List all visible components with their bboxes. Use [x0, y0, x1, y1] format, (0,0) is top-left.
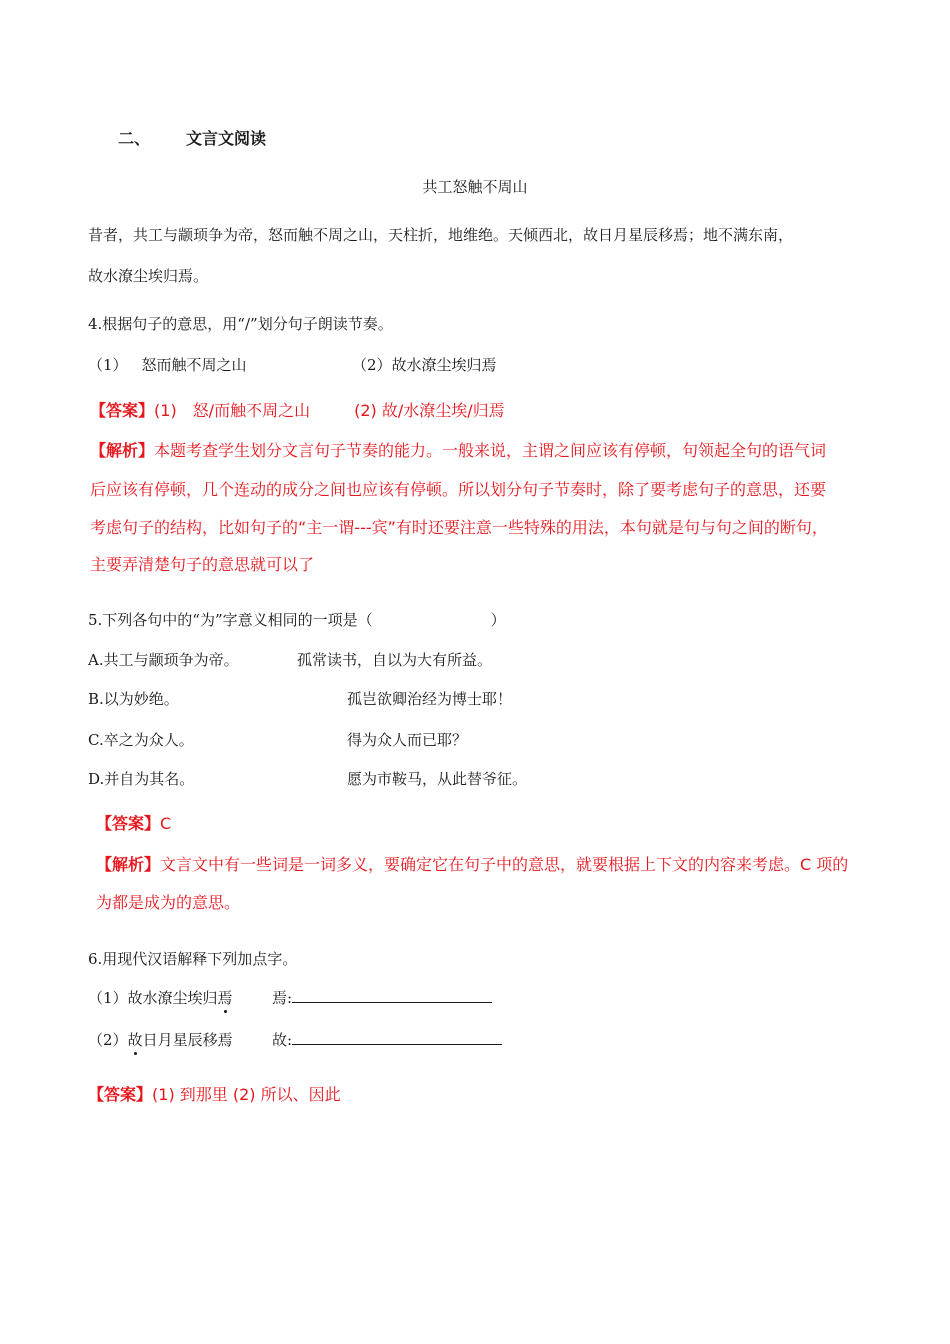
q6-item-1-label: 焉: [272, 989, 293, 1007]
q5-option-a-left: A.共工与颛顼争为帝。 [88, 651, 239, 669]
q6-answer-value: (1) 到那里 (2) 所以、因此 [152, 1085, 341, 1104]
q5-analysis-line-2: 为都是成为的意思。 [96, 893, 241, 912]
q4-answer-2: (2) 故/水潦尘埃/归焉 [354, 401, 505, 420]
q4-analysis-text-1: 本题考查学生划分文言句子节奏的能力。一般来说，主谓之间应该有停顿，句领起全句的语气词 [154, 441, 827, 460]
q6-item-1-dotted-char: 焉 [217, 989, 233, 1007]
q4-item-1-number: （1） [88, 356, 128, 374]
answer-tag: 【答案】 [90, 401, 155, 420]
analysis-tag: 【解析】 [90, 441, 155, 460]
q5-option-d-left: D.并自为其名。 [88, 770, 195, 788]
q6-item-2-blank[interactable] [292, 1030, 502, 1045]
passage-line-2: 故水潦尘埃归焉。 [88, 267, 209, 285]
q6-item-1 [88, 987, 233, 1008]
q5-option-c-left: C.卒之为众人。 [88, 731, 194, 749]
q4-answer-1: (1) 怒/而触不周之山 [154, 401, 311, 420]
q6-item-2-field[interactable] [272, 1029, 502, 1050]
analysis-tag: 【解析】 [96, 855, 161, 874]
q6-item-1-text: （1）故水潦尘埃归 [88, 989, 218, 1007]
q5-prompt-close: ） [490, 611, 506, 629]
q4-answer [90, 398, 505, 421]
q6-item-2 [88, 1029, 233, 1050]
section-number: 二、 [118, 129, 151, 148]
passage-line-1: 昔者，共工与颛顼争为帝，怒而触不周之山，天柱折，地维绝。天倾西北，故日月星辰移焉；地不满东南， [88, 226, 794, 244]
q5-prompt [88, 609, 506, 630]
q5-answer-value: C [160, 814, 172, 833]
q4-analysis-line-2: 后应该有停顿，几个连动的成分之间也应该有停顿。所以划分句子节奏时，除了要考虑句子的意思，还要 [90, 480, 827, 499]
q5-option-b-left: B.以为妙绝。 [88, 690, 179, 708]
q4-prompt: 4.根据句子的意思，用“/”划分句子朗读节奏。 [88, 315, 393, 333]
q6-item-2-dotted-char: 故 [127, 1031, 143, 1049]
q4-analysis-line-4: 主要弄清楚句子的意思就可以了 [90, 555, 315, 574]
q6-answer [88, 1082, 341, 1105]
q6-item-2-text: 日月星辰移焉 [142, 1031, 233, 1049]
section-title: 文言文阅读 [186, 129, 267, 148]
answer-tag: 【答案】 [96, 814, 161, 833]
q6-item-1-field[interactable] [272, 987, 492, 1008]
q6-item-1-blank[interactable] [292, 988, 492, 1003]
q5-option-a-right: 孤常读书，自以为大有所益。 [297, 651, 493, 669]
q5-option-c-right: 得为众人而已耶？ [347, 731, 468, 749]
q5-prompt-text: 5.下列各句中的“为”字意义相同的一项是（ [88, 611, 373, 629]
q5-analysis-line-1 [96, 852, 848, 875]
q4-analysis-line-3: 考虑句子的结构，比如句子的“主一谓---宾”有时还要注意一些特殊的用法，本句就是句与句之间的断句， [90, 518, 828, 537]
q5-analysis-text-1: 文言文中有一些词是一词多义，要确定它在句子中的意思，就要根据上下文的内容来考虑。C 项的 [160, 855, 849, 874]
q4-item-1 [88, 354, 247, 375]
q6-item-2-label: 故: [272, 1031, 293, 1049]
section-heading [118, 126, 266, 149]
q4-item-1-text: 怒而触不周之山 [141, 356, 247, 374]
passage-title: 共工怒触不周山 [422, 178, 528, 196]
q5-option-d-right: 愿为市鞍马，从此替爷征。 [347, 770, 528, 788]
answer-tag: 【答案】 [88, 1085, 153, 1104]
q5-option-b-right: 孤岂欲卿治经为博士耶！ [347, 690, 513, 708]
q4-analysis-line-1 [90, 438, 826, 461]
q5-answer [96, 811, 171, 834]
q6-prompt: 6.用现代汉语解释下列加点字。 [88, 950, 298, 968]
q6-item-2-number: （2） [88, 1031, 128, 1049]
q4-item-2: （2）故水潦尘埃归焉 [352, 356, 497, 374]
